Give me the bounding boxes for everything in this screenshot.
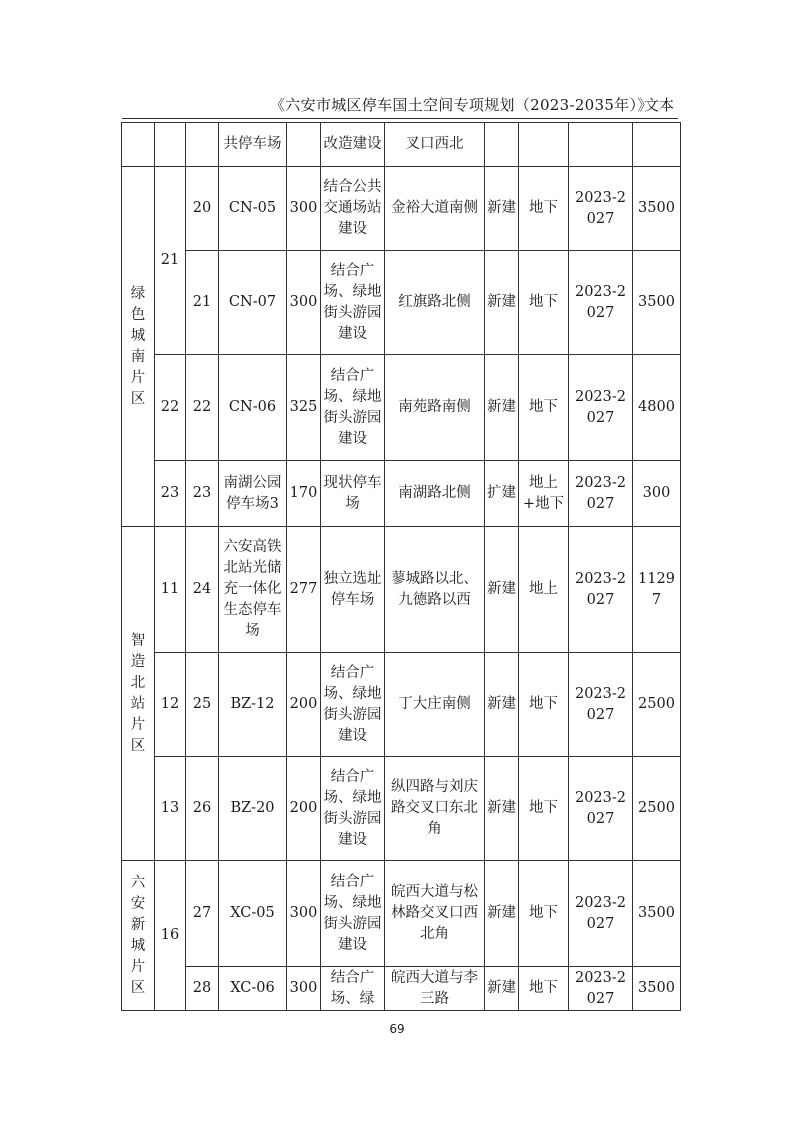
district-cell: 绿色城南片区 <box>122 167 155 527</box>
cell-berths: 200 <box>287 757 321 861</box>
cell-form: 地下 <box>519 251 569 355</box>
cell-method: 结合广场、绿地街头游园建设 <box>321 861 385 967</box>
cell-area: 2500 <box>633 653 681 757</box>
document-type-label: 文本 <box>643 96 674 114</box>
cell-no: 24 <box>186 527 219 653</box>
cell-no: 27 <box>186 861 219 967</box>
table-row <box>122 861 681 967</box>
cell-no: 25 <box>186 653 219 757</box>
cell-form: 地上+地下 <box>519 461 569 527</box>
cell-location: 皖西大道与松林路交叉口西北角 <box>385 861 485 967</box>
cell-area: 3500 <box>633 251 681 355</box>
table-row <box>122 757 681 861</box>
cell-location: 南苑路南侧 <box>385 355 485 461</box>
cell-id: 13 <box>155 757 186 861</box>
cell-type: 新建 <box>485 653 519 757</box>
cell-method: 结合广场、绿地街头游园建设 <box>321 355 385 461</box>
cell-period: 2023-2027 <box>569 167 633 251</box>
table-row <box>122 653 681 757</box>
district-cell: 六安新城片区 <box>122 861 155 1011</box>
cell-berths: 300 <box>287 967 321 1011</box>
cell-form: 地下 <box>519 653 569 757</box>
cell-no: 28 <box>186 967 219 1011</box>
cell-berths: 170 <box>287 461 321 527</box>
cell-method: 结合广场、绿地街头游园建设 <box>321 251 385 355</box>
cell-method: 结合广场、绿 <box>321 967 385 1011</box>
cell-area: 2500 <box>633 757 681 861</box>
table-row <box>122 355 681 461</box>
cell-code: CN-07 <box>219 251 287 355</box>
cell-type: 新建 <box>485 167 519 251</box>
cell-location: 红旗路北侧 <box>385 251 485 355</box>
cell-form: 地下 <box>519 757 569 861</box>
cell-type: 扩建 <box>485 461 519 527</box>
cell-type: 新建 <box>485 527 519 653</box>
table-row <box>122 123 681 167</box>
table-row <box>122 527 681 653</box>
cell-berths: 277 <box>287 527 321 653</box>
cell-location: 丁大庄南侧 <box>385 653 485 757</box>
cell-no: 26 <box>186 757 219 861</box>
cell-code: CN-05 <box>219 167 287 251</box>
cell-no: 21 <box>186 251 219 355</box>
cell-location: 南湖路北侧 <box>385 461 485 527</box>
cell-no: 22 <box>186 355 219 461</box>
cell-period: 2023-2027 <box>569 757 633 861</box>
cell-location: 叉口西北 <box>385 123 485 167</box>
cell-form: 地下 <box>519 967 569 1011</box>
table-row <box>122 251 681 355</box>
cell-area: 300 <box>633 461 681 527</box>
cell-method: 结合广场、绿地街头游园建设 <box>321 653 385 757</box>
table-row <box>122 967 681 1011</box>
cell-period: 2023-2027 <box>569 967 633 1011</box>
cell-area: 3500 <box>633 967 681 1011</box>
cell-period: 2023-2027 <box>569 861 633 967</box>
cell-method: 独立选址停车场 <box>321 527 385 653</box>
cell-form: 地上 <box>519 527 569 653</box>
cell-type: 新建 <box>485 861 519 967</box>
cell-id: 21 <box>155 167 186 355</box>
cell-location: 金裕大道南侧 <box>385 167 485 251</box>
document-title: 《六安市城区停车国土空间专项规划（2023-2035年）》 <box>270 96 653 114</box>
cell-no: 23 <box>186 461 219 527</box>
cell-berths: 200 <box>287 653 321 757</box>
cell-type: 新建 <box>485 967 519 1011</box>
cell-id: 23 <box>155 461 186 527</box>
cell-name: 共停车场 <box>219 123 287 167</box>
page-number: 69 <box>389 1022 405 1036</box>
cell-code: CN-06 <box>219 355 287 461</box>
cell-berths: 300 <box>287 861 321 967</box>
cell-code: BZ-20 <box>219 757 287 861</box>
cell-period: 2023-2027 <box>569 251 633 355</box>
cell-code: BZ-12 <box>219 653 287 757</box>
district-cell: 智造北站片区 <box>122 527 155 861</box>
cell-type: 新建 <box>485 355 519 461</box>
cell-form: 地下 <box>519 861 569 967</box>
cell-berths: 300 <box>287 167 321 251</box>
cell-method: 现状停车场 <box>321 461 385 527</box>
cell-id: 16 <box>155 861 186 1011</box>
cell-code: XC-06 <box>219 967 287 1011</box>
parking-plan-table <box>121 122 681 1011</box>
cell-method: 结合广场、绿地街头游园建设 <box>321 757 385 861</box>
cell-period: 2023-2027 <box>569 355 633 461</box>
cell-type: 新建 <box>485 757 519 861</box>
cell-id: 22 <box>155 355 186 461</box>
cell-period: 2023-2027 <box>569 527 633 653</box>
cell-area: 3500 <box>633 861 681 967</box>
cell-location: 蓼城路以北、九德路以西 <box>385 527 485 653</box>
cell-berths: 325 <box>287 355 321 461</box>
cell-code: 南湖公园停车场3 <box>219 461 287 527</box>
cell-area: 3500 <box>633 167 681 251</box>
cell-code: XC-05 <box>219 861 287 967</box>
cell-method: 改造建设 <box>321 123 385 167</box>
page-header <box>122 94 678 119</box>
cell-no: 20 <box>186 167 219 251</box>
cell-period: 2023-2027 <box>569 461 633 527</box>
cell-id: 12 <box>155 653 186 757</box>
cell-id: 11 <box>155 527 186 653</box>
cell-form: 地下 <box>519 167 569 251</box>
cell-type: 新建 <box>485 251 519 355</box>
cell-location: 皖西大道与李三路 <box>385 967 485 1011</box>
cell-berths: 300 <box>287 251 321 355</box>
cell-method: 结合公共交通场站建设 <box>321 167 385 251</box>
cell-area: 4800 <box>633 355 681 461</box>
cell-area: 11297 <box>633 527 681 653</box>
cell-code: 六安高铁北站光储充一体化生态停车场 <box>219 527 287 653</box>
table-row <box>122 167 681 251</box>
cell-period: 2023-2027 <box>569 653 633 757</box>
table-row <box>122 461 681 527</box>
cell-form: 地下 <box>519 355 569 461</box>
cell-location: 纵四路与刘庆路交叉口东北角 <box>385 757 485 861</box>
